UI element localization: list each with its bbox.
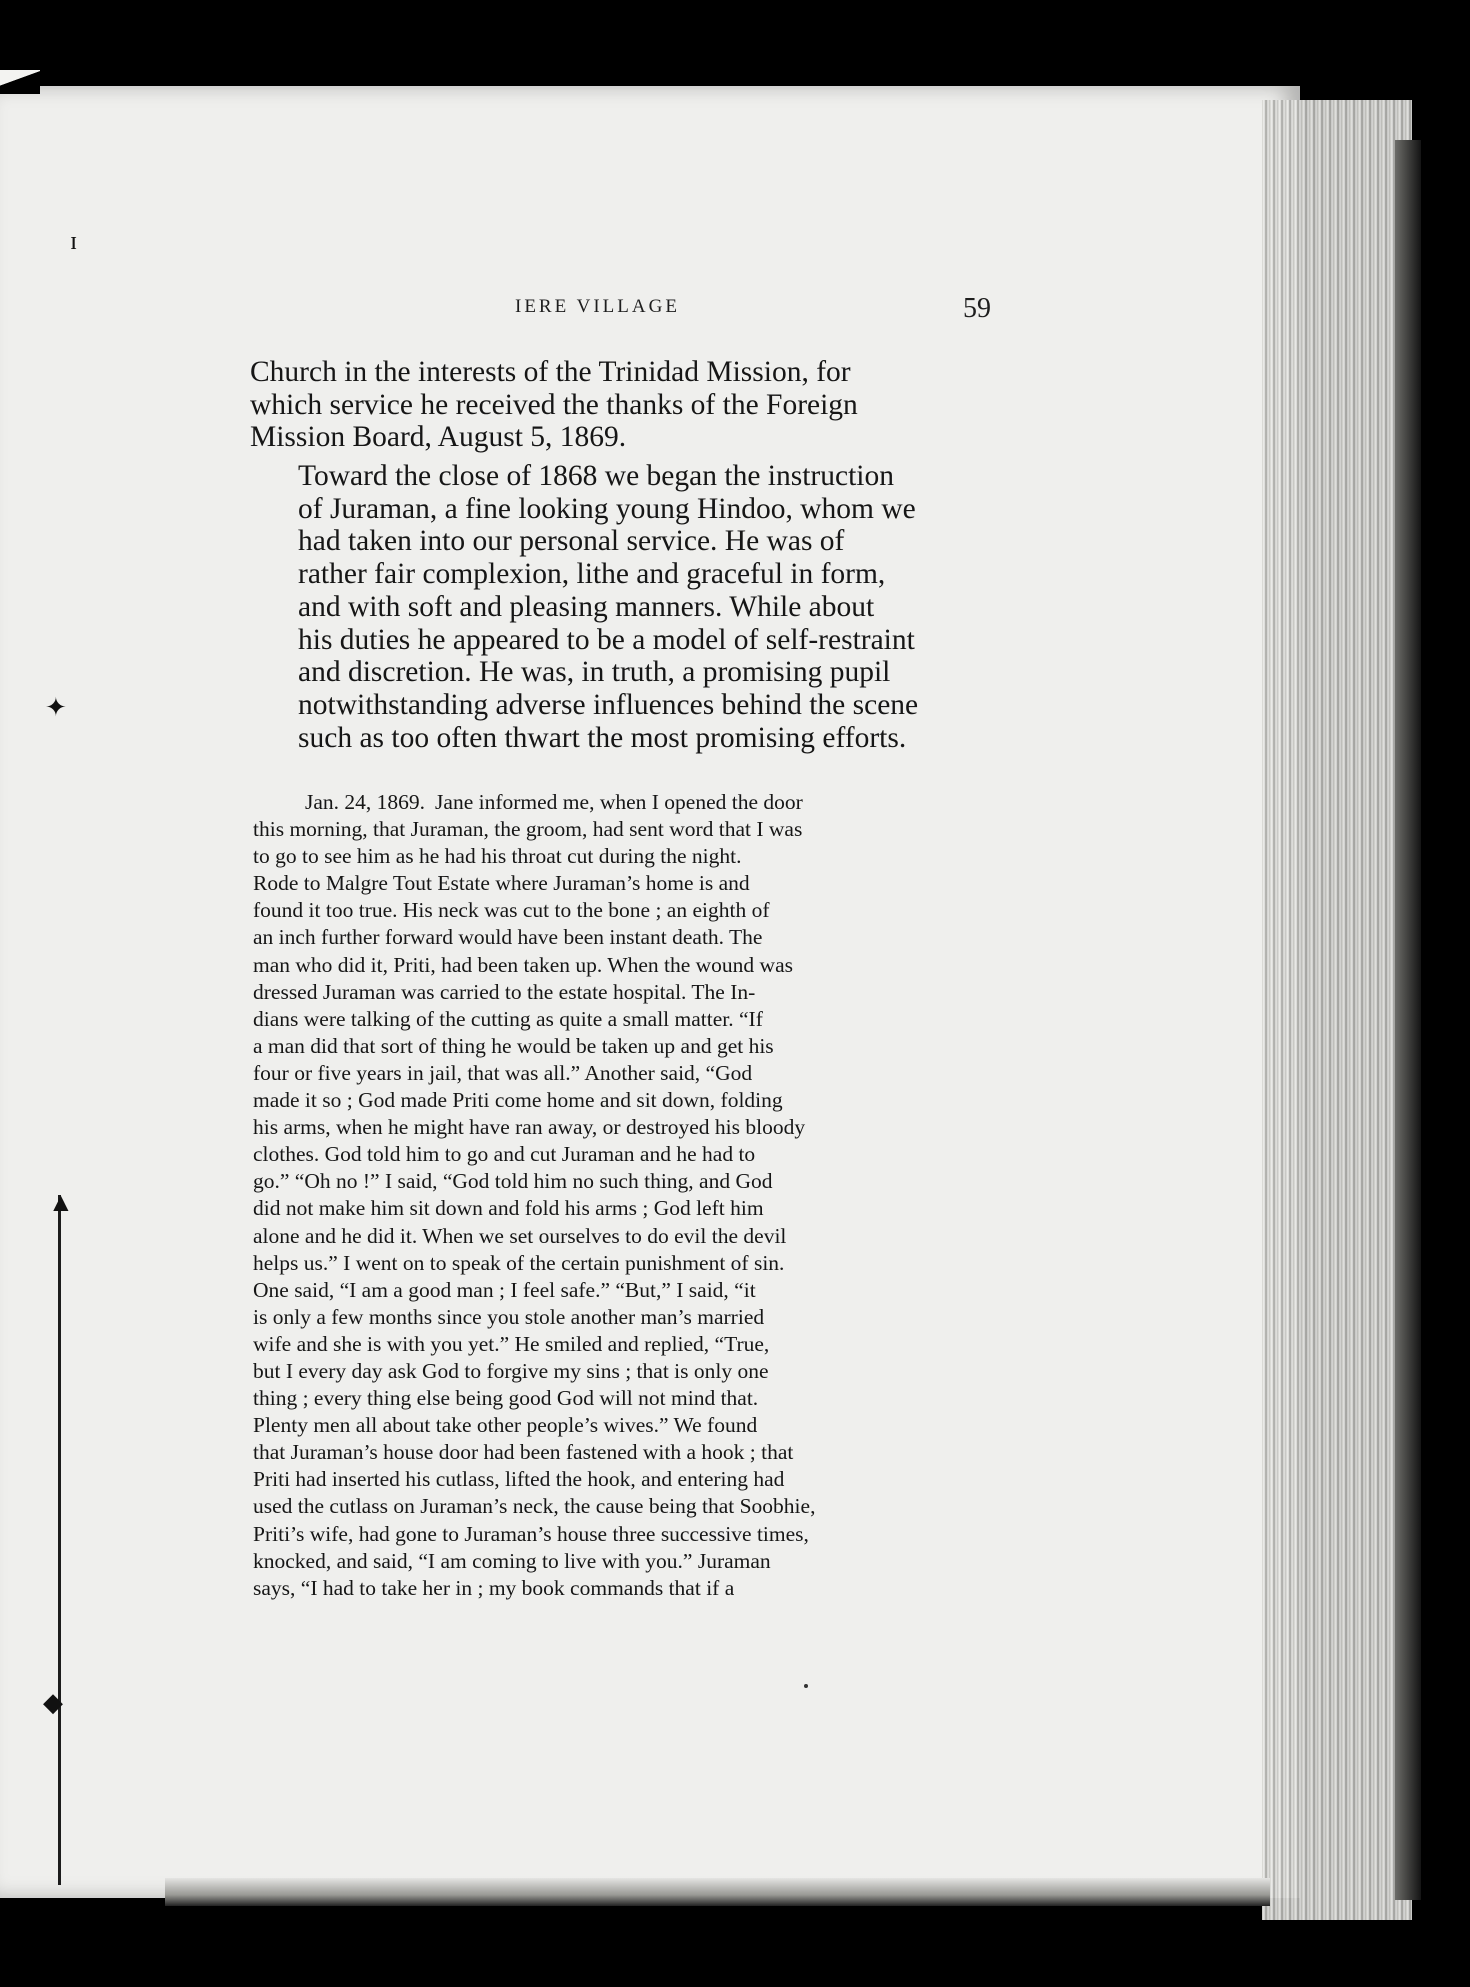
text-line: go.” “Oh no !” I said, “God told him no such thing, and God [253,1169,773,1194]
text-line: of Juraman, a fine looking young Hindoo, whom we [298,492,916,525]
running-head: IERE VILLAGE [515,296,680,317]
text-line: dressed Juraman was carried to the estate hospital. The In- [253,979,756,1004]
text-line: to go to see him as he had his throat cut during the night. [253,844,742,869]
text-line: his arms, when he might have ran away, or destroyed his bloody [253,1115,806,1140]
text-line: had taken into our personal service. He was of [298,525,845,558]
text-line: which service he received the thanks of the Foreign [250,388,858,421]
text-line: but I every day ask God to forgive my sins ; that is only one [253,1358,769,1383]
paragraph-1 [250,356,978,454]
text-line: an inch further forward would have been instant death. The [253,925,763,950]
text-line: wife and she is with you yet.” He smiled and replied, “True, [253,1331,770,1356]
journal-date: Jan. 24, 1869. [305,790,426,814]
paragraph-2 [250,460,978,754]
margin-mark: ▲ [48,1188,74,1217]
text-line: thing ; every thing else being good God will not mind that. [253,1386,759,1411]
margin-mark: ɪ [70,226,78,255]
text-line: alone and he did it. When we set ourselves to do evil the devil [253,1223,787,1248]
margin-mark: ◆ [43,1688,63,1717]
text-line: Priti’s wife, had gone to Juraman’s house three successive times, [253,1521,809,1546]
text-line: and with soft and pleasing manners. While about [298,590,875,623]
text-line: clothes. God told him to go and cut Juraman and he had to [253,1142,756,1167]
left-margin-rule [58,1195,61,1885]
text-line: One said, “I am a good man ; I feel safe.” “But,” I said, “it [253,1277,756,1302]
text-line: rather fair complexion, lithe and graceful in form, [298,558,886,591]
journal-entry [253,789,982,1602]
page-number: 59 [963,293,991,324]
text-line: notwithstanding adverse influences behind the scene [298,688,919,721]
page-corner [0,70,40,94]
text-line: such as too often thwart the most promising efforts. [298,721,907,754]
book-spine-shadow [1395,140,1421,1900]
text-line: says, “I had to take her in ; my book commands that if a [253,1575,735,1600]
ink-dot [804,1684,808,1688]
journal-first-line [253,789,982,816]
text-line: found it too true. His neck was cut to the bone ; an eighth of [253,898,770,923]
text-line: is only a few months since you stole another man’s married [253,1304,765,1329]
margin-mark: ✦ [45,693,67,722]
text-line: made it so ; God made Priti come home and sit down, folding [253,1088,783,1113]
text-line: Mission Board, August 5, 1869. [250,421,627,454]
text-line: dians were talking of the cutting as quite a small matter. “If [253,1006,763,1031]
text-line: his duties he appeared to be a model of self-restraint [298,623,915,656]
text-line: Priti had inserted his cutlass, lifted the hook, and entering had [253,1467,785,1492]
bottom-page-shadow [165,1878,1270,1906]
page-edges [1262,100,1412,1920]
text-line: that Juraman’s house door had been fastened with a hook ; that [253,1440,794,1465]
text-line: Rode to Malgre Tout Estate where Juraman’s home is and [253,871,750,896]
text-line: Plenty men all about take other people’s wives.” We found [253,1413,758,1438]
text-line: did not make him sit down and fold his arms ; God left him [253,1196,764,1221]
text-line: a man did that sort of thing he would be taken up and get his [253,1033,774,1058]
text-line: Church in the interests of the Trinidad Mission, for [250,356,851,388]
text-line: four or five years in jail, that was all.” Another said, “God [253,1060,753,1085]
text-line: used the cutlass on Juraman’s neck, the cause being that Soobhie, [253,1494,816,1519]
text-line: knocked, and said, “I am coming to live with you.” Juraman [253,1548,771,1573]
text-line: this morning, that Juraman, the groom, had sent word that I was [253,817,803,842]
text-line: helps us.” I went on to speak of the certain punishment of sin. [253,1250,785,1275]
text-line: Toward the close of 1868 we began the instruction [298,460,894,492]
text-line: man who did it, Priti, had been taken up. When the wound was [253,952,793,977]
text-line: Jane informed me, when I opened the door [435,790,803,814]
text-line: and discretion. He was, in truth, a promising pupil [298,656,891,689]
